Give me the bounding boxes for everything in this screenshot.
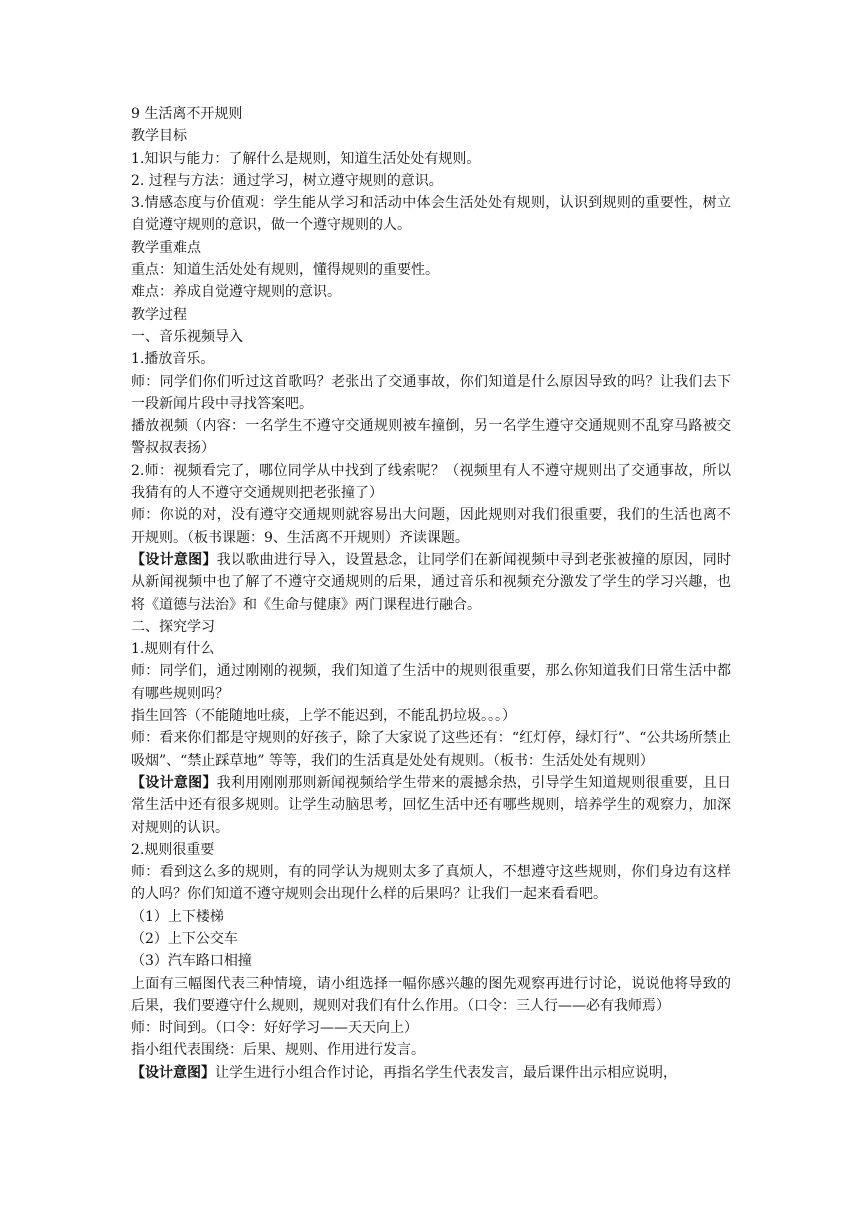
paragraph: 1.规则有什么 (131, 641, 215, 658)
design-intent-paragraph (131, 1062, 731, 1084)
section-heading: 教学目标 (131, 128, 187, 145)
paragraph: 2. 过程与方法：通过学习，树立遵守规则的意识。 (131, 172, 443, 189)
section-heading: 教学重难点 (131, 239, 201, 256)
design-intent-text: 我利用刚刚那则新闻视频给学生带来的震撼余热，引导学生知道规则很重要，且日常生活中还有很多规则。让学生动脑思考，回忆生活中还有哪些规则，培养学生的观察力，加深对规则的认识。 (131, 774, 732, 836)
design-intent-paragraph (131, 549, 731, 616)
paragraph: 指小组代表围绕：后果、规则、作用进行发言。 (131, 1042, 425, 1059)
paragraph: 2.规则很重要 (131, 841, 215, 858)
list-item: （3）汽车路口相撞 (131, 953, 252, 970)
paragraph: 师：看到这么多的规则，有的同学认为规则太多了真烦人，不想遵守这些规则，你们身边有这样的人吗？你们知道不遵守规则会出现什么样的后果吗？让我们一起来看看吧。 (131, 864, 731, 903)
paragraph: 师：同学们你们听过这首歌吗？老张出了交通事故，你们知道是什么原因导致的吗？让我们去下一段新闻片段中寻找答案吧。 (131, 373, 731, 412)
paragraph: 3.情感态度与价值观：学生能从学习和活动中体会生活处处有规则，认识到规则的重要性，树立自觉遵守规则的意识，做一个遵守规则的人。 (131, 195, 731, 234)
lesson-title: 9 生活离不开规则 (131, 106, 243, 122)
design-intent-label: 【设计意图】 (131, 551, 217, 568)
subsection-heading: 二、探究学习 (131, 618, 215, 635)
design-intent-label: 【设计意图】 (131, 1064, 215, 1081)
paragraph: 1.播放音乐。 (131, 351, 215, 368)
paragraph: 师：同学们，通过刚刚的视频，我们知道了生活中的规则很重要，那么你知道我们日常生活中都有哪些规则吗？ (131, 663, 731, 702)
section-heading: 教学过程 (131, 306, 187, 323)
paragraph: 师：时间到。（口令：好好学习——天天向上） (131, 1020, 418, 1037)
paragraph: 1.知识与能力：了解什么是规则，知道生活处处有规则。 (131, 150, 481, 167)
paragraph: 2.师：视频看完了，哪位同学从中找到了线索呢？（视频里有人不遵守规则出了交通事故，所以我猜有的人不遵守交通规则把老张撞了） (131, 462, 731, 502)
design-intent-label: 【设计意图】 (131, 774, 217, 791)
list-item: （1）上下楼梯 (131, 908, 224, 925)
paragraph: 播放视频（内容：一名学生不遵守交通规则被车撞倒，另一名学生遵守交通规则不乱穿马路被交警叔叔表扬） (131, 418, 731, 457)
design-intent-text: 我以歌曲进行导入，设置悬念，让同学们在新闻视频中寻到老张被撞的原因，同时从新闻视频中也了解了不遵守交通规则的后果，通过音乐和视频充分激发了学生的学习兴趣，也将《道德与法治》和《生命与健康》两门课程进行融合。 (131, 551, 732, 613)
design-intent-paragraph (131, 772, 731, 839)
design-intent-text: 让学生进行小组合作讨论，再指名学生代表发言，最后课件出示相应说明， (215, 1064, 677, 1081)
paragraph: 重点：知道生活处处有规则，懂得规则的重要性。 (131, 262, 439, 279)
paragraph: 难点：养成自觉遵守规则的意识。 (131, 284, 341, 301)
paragraph: 上面有三幅图代表三种情境，请小组选择一幅你感兴趣的图先观察再进行讨论，说说他将导致的后果，我们要遵守什么规则，规则对我们有什么作用。（口令：三人行——必有我师焉） (131, 975, 731, 1014)
paragraph: 师：你说的对，没有遵守交通规则就容易出大问题，因此规则对我们很重要，我们的生活也离不开规则。（板书课题：9、生活离不开规则）齐读课题。 (131, 507, 731, 546)
paragraph: 师：看来你们都是守规则的好孩子，除了大家说了这些还有：“红灯停，绿灯行”、“公共场所禁止吸烟”、“禁止踩草地” 等等，我们的生活真是处处有规则。（板书：生活处处有规则） (131, 730, 731, 769)
document-page (131, 103, 731, 1084)
list-item: （2）上下公交车 (131, 930, 238, 947)
paragraph: 指生回答（不能随地吐痰，上学不能迟到，不能乱扔垃圾。。。） (131, 708, 516, 725)
subsection-heading: 一、音乐视频导入 (131, 328, 243, 345)
